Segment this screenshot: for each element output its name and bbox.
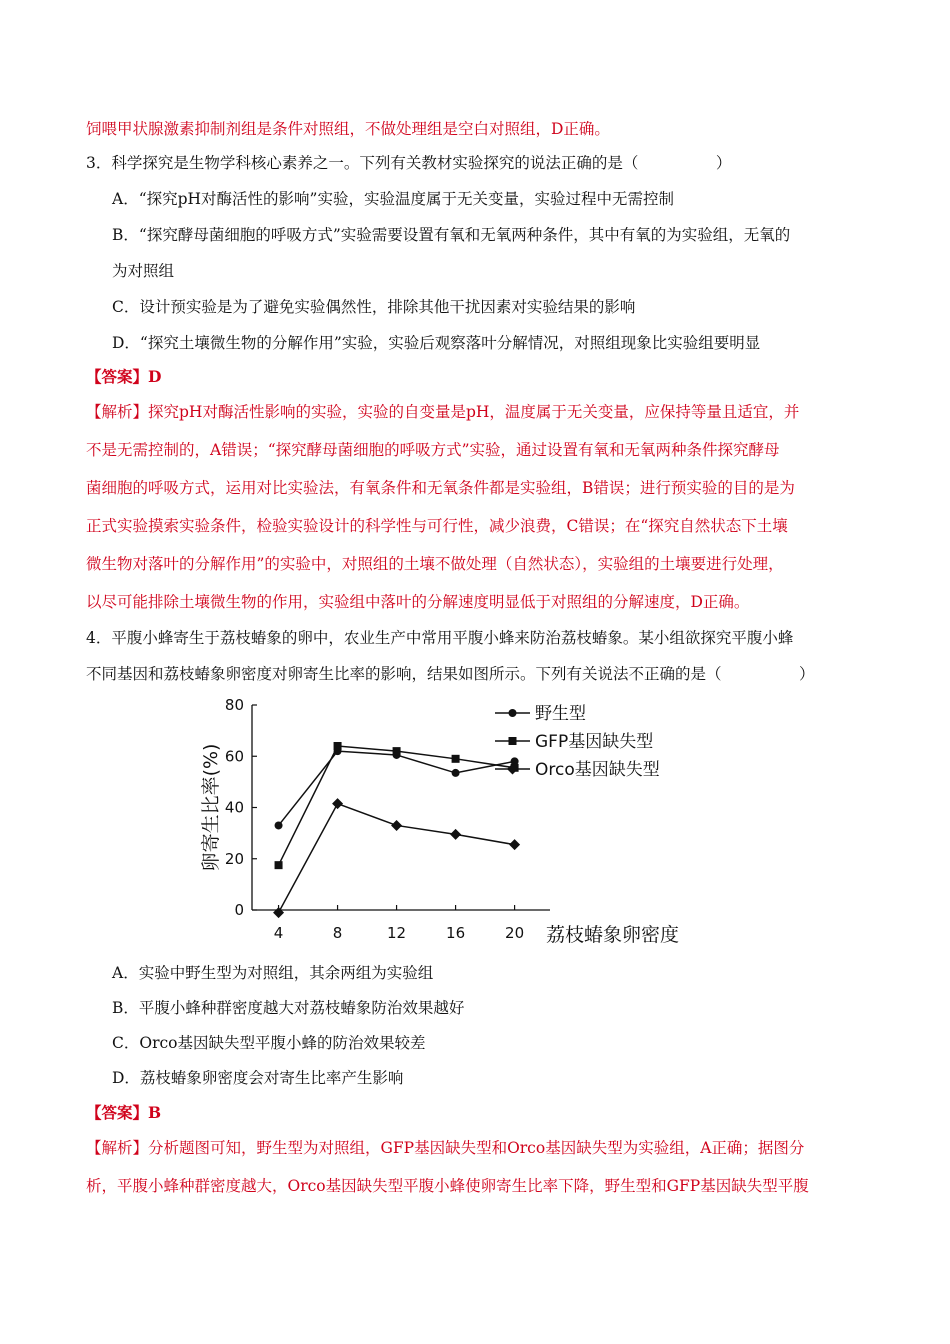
question-4-stem: 4．平腹小蜂寄生于荔枝蝽象的卵中，农业生产中常用平腹小蜂来防治荔枝蝽象。某小组欲探究平腹小蜂 <box>86 629 794 647</box>
x-tick-label: 8 <box>332 924 343 942</box>
data-point <box>275 821 283 829</box>
question-4-option-d: D．荔枝蝽象卵密度会对寄生比率产生影响 <box>112 1069 404 1087</box>
question-4-option-a: A．实验中野生型为对照组，其余两组为实验组 <box>112 964 434 982</box>
x-tick-label: 4 <box>273 924 284 942</box>
explanation-3-line: 菌细胞的呼吸方式，运用对比实验法，有氧条件和无氧条件都是实验组，B错误；进行预实验的目的是为 <box>86 479 795 497</box>
y-axis-label: 卵寄生比率(%) <box>200 743 222 872</box>
data-point <box>509 839 520 850</box>
explanation-3-line: 【解析】探究pH对酶活性影响的实验，实验的自变量是pH，温度属于无关变量，应保持等量且适宜，并 <box>86 403 800 421</box>
parasitism-line-chart <box>190 690 750 950</box>
explanation-3-line: 正式实验摸索实验条件，检验实验设计的科学性与可行性，减少浪费，C错误；在“探究自然状态下土壤 <box>86 517 788 535</box>
data-point <box>275 861 283 869</box>
y-tick-label: 0 <box>234 901 244 919</box>
question-3-option-b-cont: 为对照组 <box>112 262 175 280</box>
text-line: 饲喂甲状腺激素抑制剂组是条件对照组，不做处理组是空白对照组，D正确。 <box>86 120 610 138</box>
question-4-option-b: B．平腹小蜂种群密度越大对荔枝蝽象防治效果越好 <box>112 999 465 1017</box>
legend-label: Orco基因缺失型 <box>535 760 660 780</box>
answer-4: 【答案】B <box>86 1103 162 1122</box>
x-tick-label: 16 <box>446 924 466 942</box>
y-tick-label: 60 <box>224 747 244 766</box>
data-point <box>450 829 461 840</box>
answer-3: 【答案】D <box>86 367 162 386</box>
explanation-3-line: 不是无需控制的，A错误；“探究酵母菌细胞的呼吸方式”实验，通过设置有氧和无氧两种条件探究酵母 <box>86 441 780 459</box>
question-4-stem-cont: 不同基因和荔枝蝽象卵密度对卵寄生比率的影响，结果如图所示。下列有关说法不正确的是（ ） <box>86 665 815 683</box>
legend-marker <box>509 737 517 745</box>
data-point <box>273 907 284 918</box>
data-point <box>452 769 460 777</box>
data-point <box>393 747 401 755</box>
x-tick-label: 12 <box>387 924 407 942</box>
question-3-option-a: A．“探究pH对酶活性的影响”实验，实验温度属于无关变量，实验过程中无需控制 <box>112 190 674 208</box>
explanation-4-line: 析，平腹小蜂种群密度越大，Orco基因缺失型平腹小蜂使卵寄生比率下降，野生型和GFP基因缺失型平腹 <box>86 1177 809 1195</box>
y-tick-label: 20 <box>224 849 244 868</box>
x-axis-label: 荔枝蝽象卵密度 <box>546 924 680 946</box>
legend-label: 野生型 <box>535 704 586 724</box>
data-point <box>332 798 343 809</box>
legend-marker <box>509 709 517 717</box>
y-tick-label: 40 <box>224 798 244 817</box>
data-point <box>391 820 402 831</box>
explanation-4-line: 【解析】分析题图可知，野生型为对照组，GFP基因缺失型和Orco基因缺失型为实验组，A正确；据图分 <box>86 1139 805 1157</box>
question-3-option-c: C．设计预实验是为了避免实验偶然性，排除其他干扰因素对实验结果的影响 <box>112 298 636 316</box>
explanation-3-line: 以尽可能排除土壤微生物的作用，实验组中落叶的分解速度明显低于对照组的分解速度，D正确。 <box>86 593 750 611</box>
question-3-option-b: B．“探究酵母菌细胞的呼吸方式”实验需要设置有氧和无氧两种条件，其中有氧的为实验组，无氧的 <box>112 226 791 244</box>
y-tick-label: 80 <box>224 696 244 714</box>
data-point <box>334 742 342 750</box>
question-4-option-c: C．Orco基因缺失型平腹小蜂的防治效果较差 <box>112 1034 426 1052</box>
explanation-3-line: 微生物对落叶的分解作用”的实验中，对照组的土壤不做处理（自然状态），实验组的土壤要进行处理， <box>86 555 784 573</box>
question-3-option-d: D．“探究土壤微生物的分解作用”实验，实验后观察落叶分解情况，对照组现象比实验组要明显 <box>112 334 761 352</box>
legend-label: GFP基因缺失型 <box>535 732 654 752</box>
x-tick-label: 20 <box>505 924 525 942</box>
data-point <box>452 755 460 763</box>
question-3-stem: 3．科学探究是生物学科核心素养之一。下列有关教材实验探究的说法正确的是（ ） <box>86 154 732 172</box>
